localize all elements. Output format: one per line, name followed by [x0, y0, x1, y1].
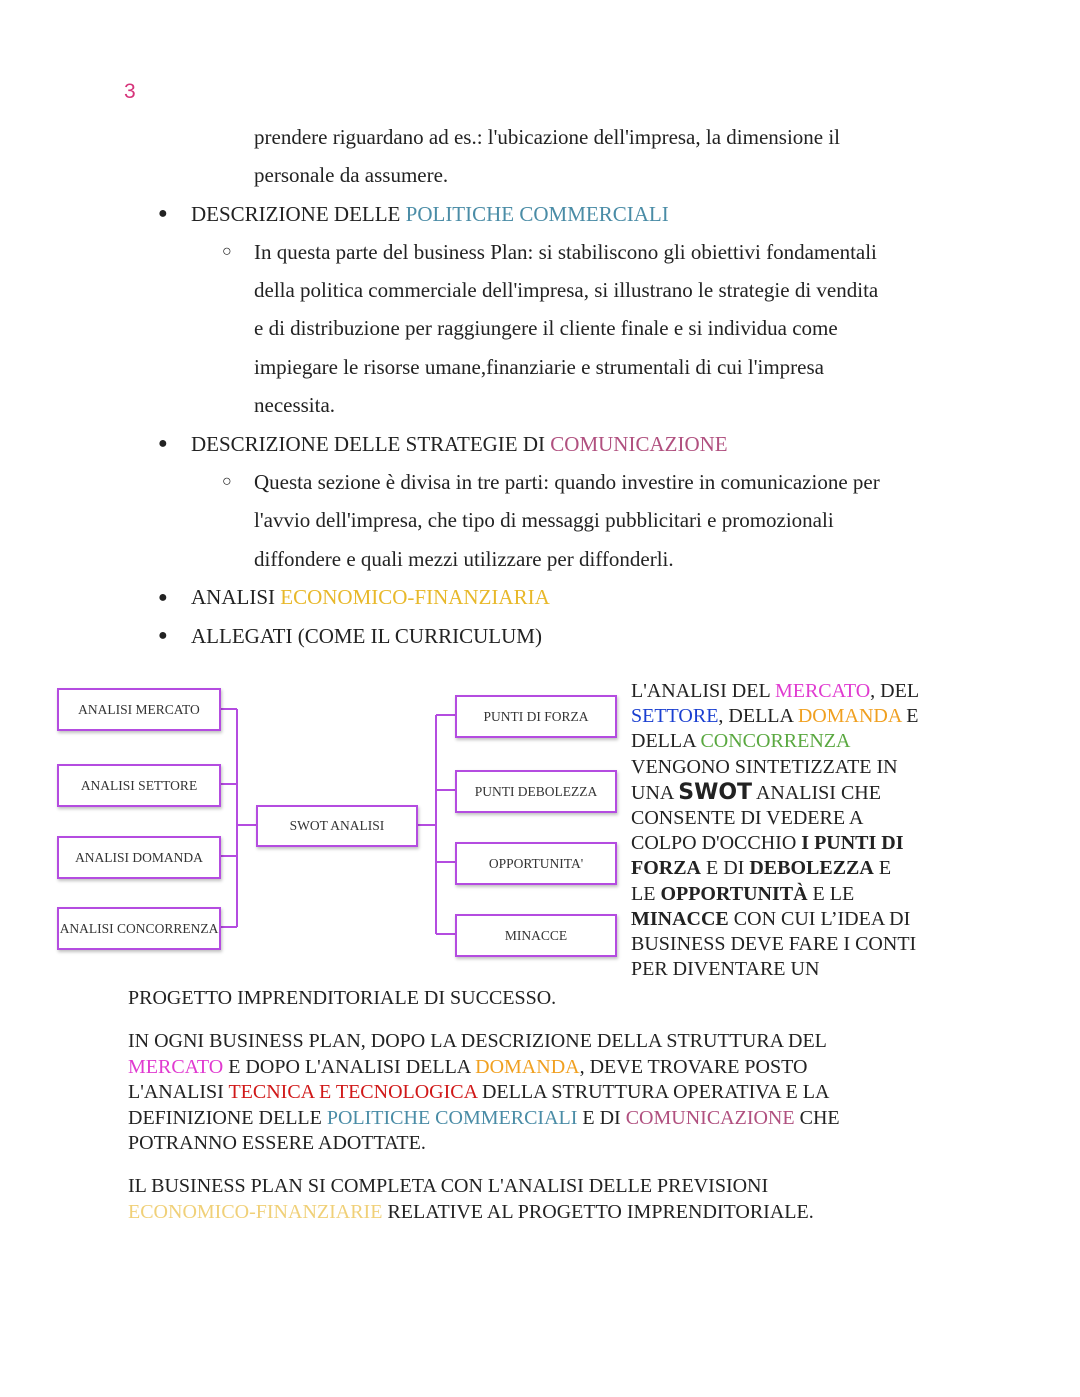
paragraph-struttura: IN OGNI BUSINESS PLAN, DOPO LA DESCRIZIONE DELLA STRUTTURA DEL MERCATO E DOPO L'ANALISI DELLA DOMANDA, DEVE TROVARE POSTO L'ANALISI TECNICA E TECNOLOGICA DELLA STRUTTURA OPERATIVA E LA DEFINIZIONE DELLE POLITICHE COMMERCIALI E DI COMUNICAZIONE CHE POTRANNO ESSERE ADOTTATE.: [128, 1030, 840, 1154]
side-line-6: CONSENTE DI VEDERE A: [631, 807, 864, 830]
swot-explanation: [631, 679, 961, 982]
paragraph-previsioni: IL BUSINESS PLAN SI COMPLETA CON L'ANALISI DELLE PREVISIONI ECONOMICO-FINANZIARIE RELATIVE AL PROGETTO IMPRENDITORIALE.: [128, 1175, 814, 1223]
intro-line-2: personale da assumere.: [254, 163, 449, 187]
bullet-analisi-economico: ANALISI ECONOMICO-FINANZIARIA: [191, 585, 550, 609]
sub1-line-2: della politica commerciale dell'impresa, si illustrano le strategie di vendita: [254, 278, 879, 302]
sub-bullet-circle: ○: [222, 473, 232, 490]
box-analisi-domanda: ANALISI DOMANDA: [57, 836, 221, 879]
box-analisi-mercato: ANALISI MERCATO: [57, 688, 221, 731]
side-line-11: BUSINESS DEVE FARE I CONTI: [631, 933, 917, 956]
box-punti-debolezza: PUNTI DEBOLEZZA: [455, 770, 617, 813]
intro-line-1: prendere riguardano ad es.: l'ubicazione dell'impresa, la dimensione il: [254, 125, 841, 149]
sub1-line-5: necessita.: [254, 393, 336, 417]
side-line-1: L'ANALISI DEL MERCATO, DEL: [631, 680, 920, 702]
box-punti-di-forza: PUNTI DI FORZA: [455, 695, 617, 738]
side-line-4: VENGONO SINTETIZZATE IN: [631, 755, 898, 778]
bullet-politiche-commerciali: DESCRIZIONE DELLE POLITICHE COMMERCIALI: [191, 202, 669, 226]
side-line-5: UNA SWOT ANALISI CHE: [631, 779, 881, 805]
sub1-line-4: impiegare le risorse umane,finanziarie e strumentali di cui l'impresa: [254, 355, 824, 379]
sub-bullet-circle: ○: [222, 243, 232, 260]
bullet-dot: ●: [158, 435, 168, 452]
side-line-2: SETTORE, DELLA DOMANDA E: [631, 705, 919, 728]
box-opportunita: OPPORTUNITA': [455, 842, 617, 885]
bullet-strategie-comunicazione: DESCRIZIONE DELLE STRATEGIE DI COMUNICAZIONE: [191, 432, 728, 456]
side-line-3: DELLA CONCORRENZA: [631, 730, 851, 753]
box-analisi-settore: ANALISI SETTORE: [57, 764, 221, 807]
progetto-line: PROGETTO IMPRENDITORIALE DI SUCCESSO.: [128, 987, 557, 1009]
page-number: 3: [124, 80, 136, 103]
sub2-line-1: Questa sezione è divisa in tre parti: quando investire in comunicazione per: [254, 470, 880, 494]
bullet-dot: ●: [158, 627, 168, 644]
bullet-dot: ●: [158, 589, 168, 606]
sub1-line-3: e di distribuzione per raggiungere il cliente finale e si individua come: [254, 316, 838, 340]
sub2-line-2: l'avvio dell'impresa, che tipo di messaggi pubblicitari e promozionali: [254, 508, 834, 532]
box-analisi-concorrenza: ANALISI CONCORRENZA: [57, 907, 221, 950]
box-minacce: MINACCE: [455, 914, 617, 957]
side-line-12: PER DIVENTARE UN: [631, 958, 820, 981]
sub1-line-1: In questa parte del business Plan: si stabiliscono gli obiettivi fondamentali: [254, 240, 877, 264]
box-swot-analisi: SWOT ANALISI: [256, 805, 418, 847]
side-line-10: MINACCE CON CUI L’IDEA DI: [631, 907, 911, 930]
bullet-dot: ●: [158, 205, 168, 222]
side-line-9: LE OPPORTUNITÀ E LE: [631, 882, 855, 905]
bullet-allegati: ALLEGATI (COME IL CURRICULUM): [191, 624, 542, 648]
side-line-7: COLPO D'OCCHIO I PUNTI DI: [631, 832, 904, 855]
side-line-8: FORZA E DI DEBOLEZZA E: [631, 857, 892, 880]
sub2-line-3: diffondere e quali mezzi utilizzare per diffonderli.: [254, 547, 674, 571]
